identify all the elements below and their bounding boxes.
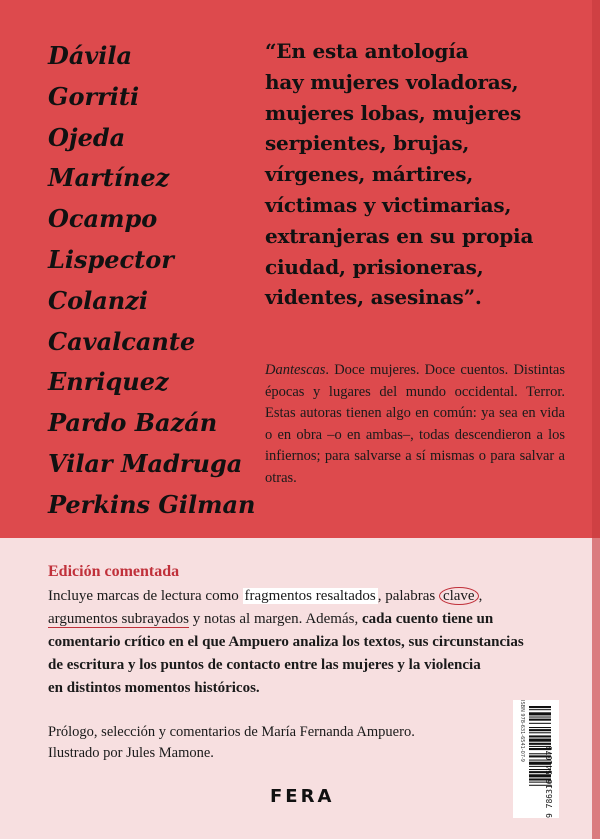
- edition-title: Edición comentada: [48, 563, 180, 580]
- edition-description: [48, 585, 556, 700]
- edition-line-5: en distintos momentos históricos.: [48, 680, 260, 696]
- cover-edge: [592, 0, 600, 839]
- credit-line: Ilustrado por Jules Mamone.: [48, 745, 214, 761]
- quote-line: ciudad, prisioneras,: [265, 254, 484, 279]
- book-blurb: [265, 360, 565, 490]
- author-name: Enriquez: [48, 367, 169, 397]
- author-name: Gorriti: [48, 81, 140, 111]
- edition-line-3: comentario crítico en el que Ampuero analiza los textos, sus circunstancias: [48, 634, 524, 650]
- author-name: Dávila: [48, 41, 133, 70]
- author-name: Perkins Gilman: [48, 489, 256, 519]
- author-name: Martínez: [48, 163, 170, 193]
- author-name: Ocampo: [48, 204, 158, 234]
- quote-line: vírgenes, mártires,: [265, 162, 474, 187]
- author-name: Cavalcante: [48, 326, 196, 356]
- pull-quote: [265, 36, 585, 313]
- edition-text: ,: [478, 588, 483, 604]
- quote-line: hay mujeres voladoras,: [265, 69, 519, 94]
- circled-word: clave: [439, 587, 479, 605]
- quote-line: videntes, asesinas”.: [265, 285, 482, 310]
- author-list: [48, 36, 258, 526]
- credit-line: Prólogo, selección y comentarios de María Fernanda Ampuero.: [48, 724, 415, 740]
- quote-line: serpientes, brujas,: [265, 131, 470, 156]
- blurb-text: . Doce mujeres. Doce cuentos. Distintas épocas y lugares del mundo occidental. Terror. Estas autoras tienen algo en común: ya sea en vida o en obra –o en ambas–, todas descendieron a los infiernos; para salvarse a sí mismas o para salvar a otras.: [265, 362, 565, 486]
- isbn-text: ISBN 978-631-6541-07-9: [519, 700, 525, 762]
- underlined-phrase: argumentos subrayados: [48, 611, 189, 627]
- credits: [48, 722, 498, 764]
- author-name: Colanzi: [48, 285, 148, 315]
- quote-line: mujeres lobas, mujeres: [265, 100, 522, 125]
- author-name: Vilar Madruga: [48, 448, 243, 478]
- edition-text: y notas al margen. Además,: [188, 611, 362, 627]
- quote-line: “En esta antología: [265, 39, 469, 63]
- barcode-digits: 9 786316 541079: [545, 745, 554, 818]
- author-name: Ojeda: [48, 122, 126, 152]
- author-name: Pardo Bazán: [48, 408, 218, 438]
- publisher-logo: FERA: [270, 786, 335, 807]
- blurb-book-title: Dantescas: [265, 362, 326, 378]
- quote-line: extranjeras en su propia: [265, 223, 534, 248]
- edition-text: Incluye marcas de lectura como: [48, 588, 243, 604]
- highlighted-phrase: fragmentos resaltados: [244, 588, 376, 604]
- edition-line-2: [48, 608, 556, 631]
- edition-line-1: [48, 585, 556, 608]
- author-name: Lispector: [48, 244, 174, 274]
- edition-text: , palabras: [377, 588, 439, 604]
- bold-phrase: cada cuento tiene un: [361, 611, 494, 627]
- edition-line-4: de escritura y los puntos de contacto entre las mujeres y la violencia: [48, 657, 481, 673]
- quote-line: víctimas y victimarias,: [265, 192, 512, 217]
